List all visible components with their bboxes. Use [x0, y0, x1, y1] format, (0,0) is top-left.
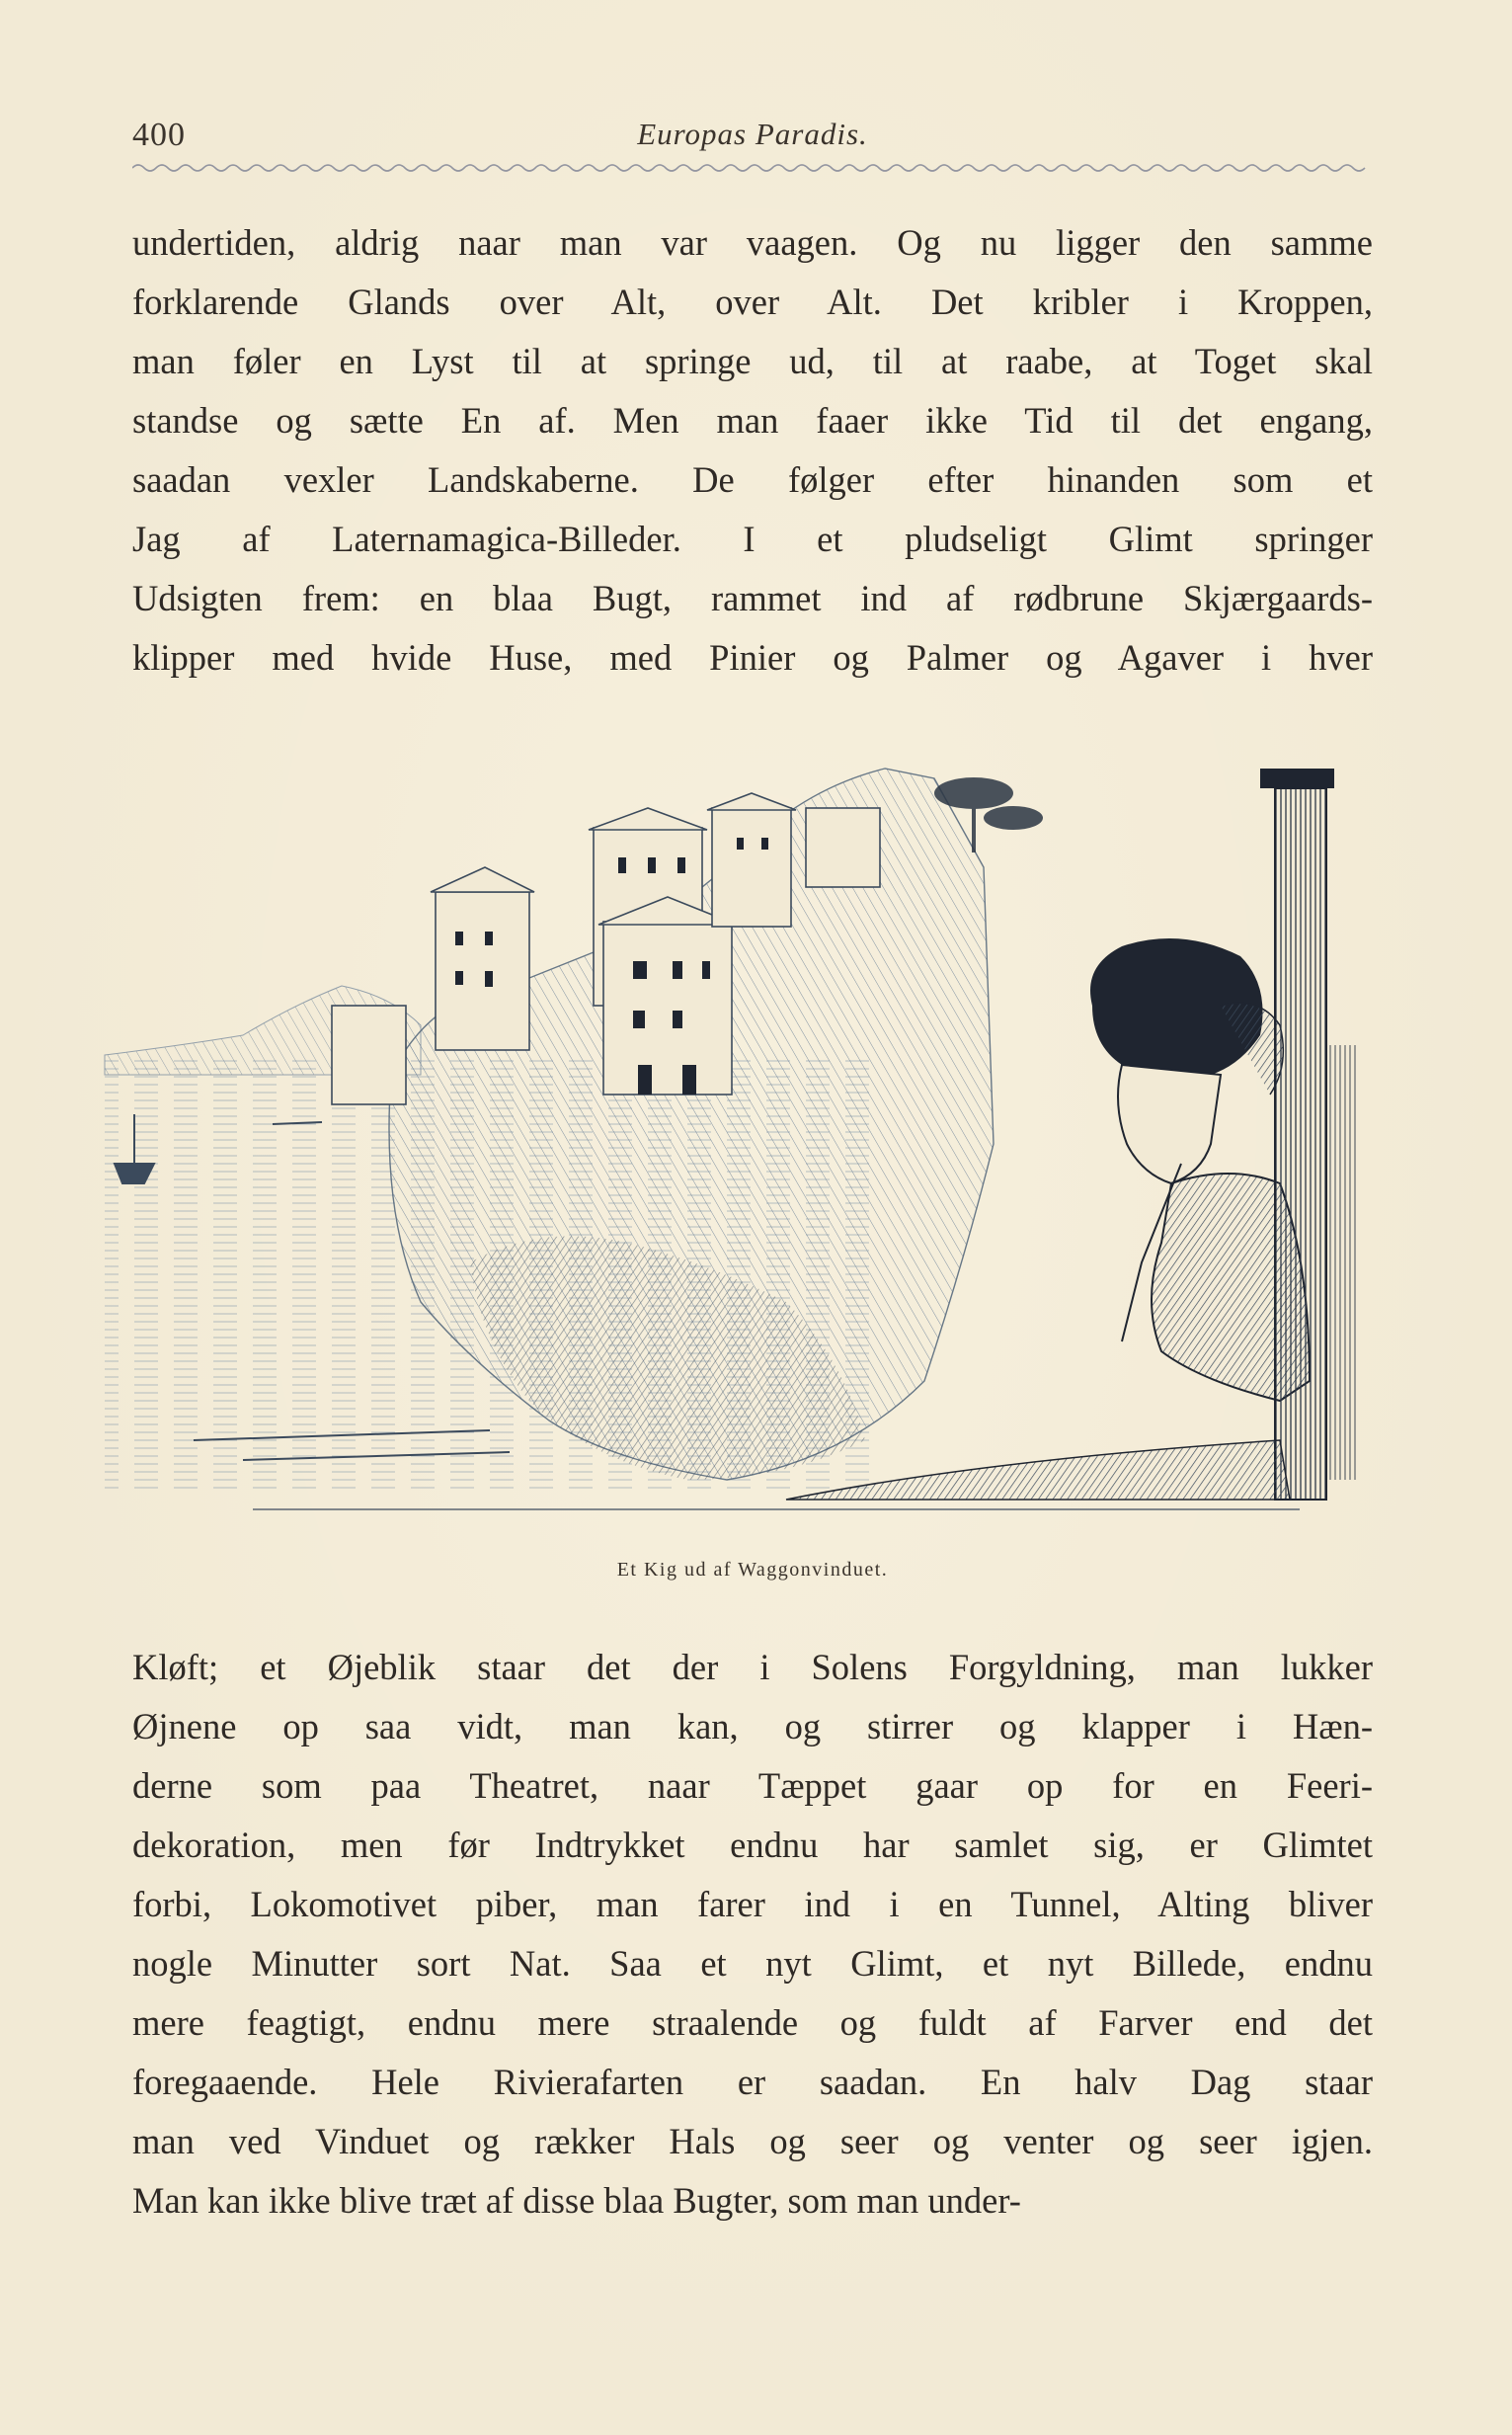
text-line: saadan vexler Landskaberne. De følger efter hinanden som et — [132, 459, 1373, 500]
text-line: Kløft; et Øjeblik staar det der i Solens Forgyldning, man lukker — [132, 1647, 1373, 1687]
text-line: Man kan ikke blive træt af disse blaa Bugter, som man under- — [132, 2180, 1021, 2221]
text-line: nogle Minutter sort Nat. Saa et nyt Glimt, et nyt Billede, endnu — [132, 1943, 1373, 1984]
paragraph-top — [132, 213, 1373, 688]
text-line: man føler en Lyst til at springe ud, til at raabe, at Toget skal — [132, 341, 1373, 381]
page-number: 400 — [132, 117, 186, 153]
illustration-window-view — [95, 749, 1398, 1539]
text-line: Øjnene op saa vidt, man kan, og stirrer og klapper i Hæn- — [132, 1706, 1373, 1746]
text-line: Udsigten frem: en blaa Bugt, rammet ind af rødbrune Skjærgaards- — [132, 578, 1373, 618]
figure-caption: Et Kig ud af Waggonvinduet. — [616, 1559, 889, 1581]
header-ornamental-rule — [132, 156, 1373, 176]
text-line: derne som paa Theatret, naar Tæppet gaar op for en Feeri- — [132, 1765, 1373, 1806]
window-column — [1260, 769, 1359, 1500]
text-line: forbi, Lokomotivet piber, man farer ind i en Tunnel, Alting bliver — [132, 1884, 1373, 1924]
paragraph-bottom — [132, 1638, 1373, 2231]
illustration-drawing — [95, 749, 1398, 1539]
text-line: man ved Vinduet og rækker Hals og seer og venter og seer igjen. — [132, 2121, 1373, 2161]
running-title: Europas Paradis. — [637, 117, 868, 151]
text-line: standse og sætte En af. Men man faaer ikke Tid til det engang, — [132, 400, 1373, 441]
text-line: mere feagtigt, endnu mere straalende og fuldt af Farver end det — [132, 2002, 1373, 2043]
text-line: Jag af Laternamagica-Billeder. I et pludseligt Glimt springer — [132, 519, 1373, 559]
text-line: dekoration, men før Indtrykket endnu har samlet sig, er Glimtet — [132, 1825, 1373, 1865]
text-line: undertiden, aldrig naar man var vaagen. Og nu ligger den samme — [132, 222, 1373, 263]
text-line: klipper med hvide Huse, med Pinier og Palmer og Agaver i hver — [132, 637, 1373, 678]
text-line: forklarende Glands over Alt, over Alt. Det kribler i Kroppen, — [132, 282, 1373, 322]
text-line: foregaaende. Hele Rivierafarten er saadan. En halv Dag staar — [132, 2062, 1373, 2102]
